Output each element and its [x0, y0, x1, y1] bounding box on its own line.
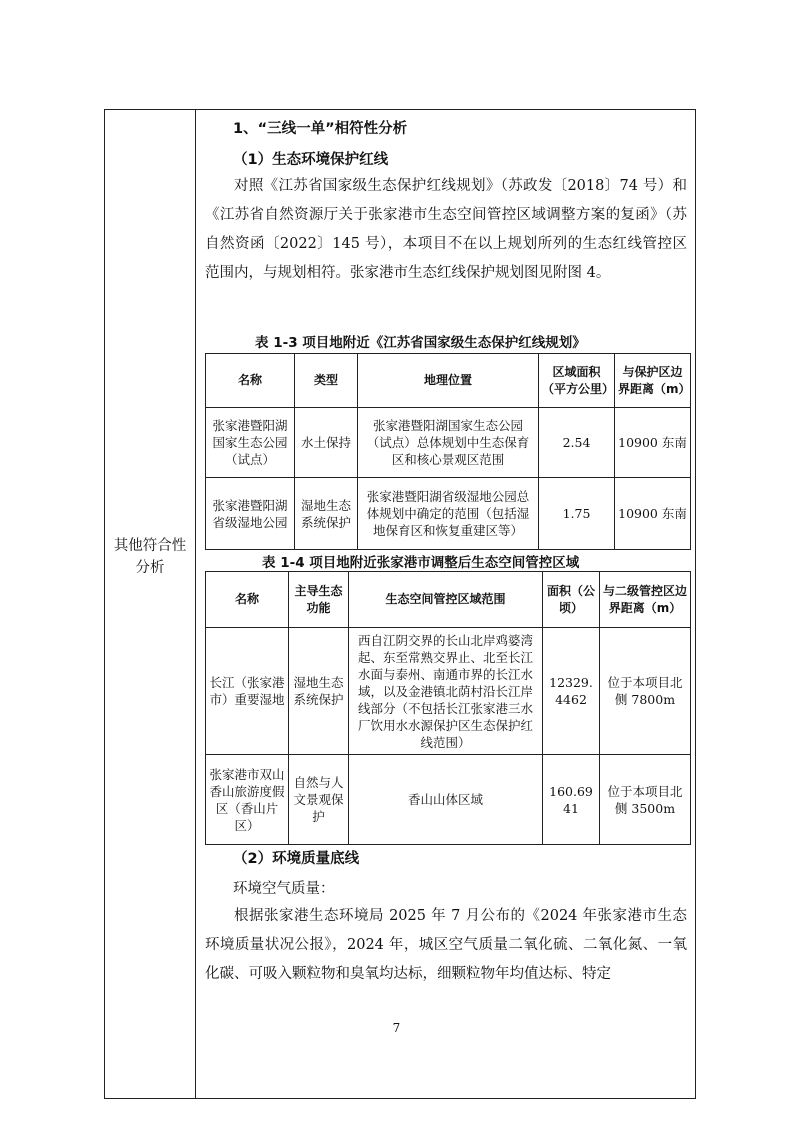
- table1-header: 类型: [295, 354, 358, 408]
- table-cell: 西自江阴交界的长山北岸鸡婆湾起、东至常熟交界止、北至长江水面与泰州、南通市界的长江水域，以及金港镇北荫村沿长江岸线部分（不包括长江张家港三水厂饮用水水源保护区生态保护红线范围）: [349, 628, 543, 755]
- table2-caption: 表 1-4 项目地附近张家港市调整后生态空间管控区域: [262, 555, 580, 571]
- table2-header: 主导生态功能: [289, 572, 349, 628]
- table-cell: 湿地生态系统保护: [289, 628, 349, 755]
- table1-header: 名称: [206, 354, 295, 408]
- table1-header-row: [206, 354, 691, 408]
- table2-header: 面积（公顷）: [543, 572, 600, 628]
- table-cell: 1.75: [539, 478, 615, 550]
- table-row: [206, 478, 691, 550]
- side-label: [104, 535, 196, 579]
- table-cell: 张家港暨阳湖国家生态公园（试点）: [206, 408, 295, 478]
- table-cell: 位于本项目北侧 7800m: [600, 628, 691, 755]
- table-cell: 长江（张家港市）重要湿地: [206, 628, 289, 755]
- table-cell: 160.6941: [543, 755, 600, 845]
- table1: [205, 353, 691, 550]
- table-cell: 湿地生态系统保护: [295, 478, 358, 550]
- table1-caption: 表 1-3 项目地附近《江苏省国家级生态保护红线规划》: [255, 335, 586, 351]
- table-cell: 2.54: [539, 408, 615, 478]
- table1-header: 区域面积（平方公里）: [539, 354, 615, 408]
- table-cell: 张家港暨阳湖省级湿地公园总体规划中确定的范围（包括湿地保育区和恢复重建区等）: [358, 478, 539, 550]
- table1-header: 地理位置: [358, 354, 539, 408]
- paragraph-1: 对照《江苏省国家级生态保护红线规划》（苏政发〔2018〕74 号）和《江苏省自然资源厅关于张家港市生态空间管控区域调整方案的复函》（苏自然资函〔2022〕145 号），本项目不在以上规划所列的生态红线管控区范围内，与规划相符。张家港市生态红线保护规划图见附图 4。: [205, 178, 687, 281]
- sub1-title: （1）生态环境保护红线: [233, 152, 389, 168]
- table-cell: 香山山体区域: [349, 755, 543, 845]
- table-cell: 10900 东南: [615, 478, 691, 550]
- table-cell: 10900 东南: [615, 408, 691, 478]
- side-label-line1: 其他符合性: [113, 538, 187, 554]
- table1-header: 与保护区边界距离（m）: [615, 354, 691, 408]
- page-number: 7: [392, 1021, 401, 1035]
- left-column: [104, 109, 196, 1099]
- table-cell: 位于本项目北侧 3500m: [600, 755, 691, 845]
- table-cell: 张家港市双山香山旅游度假区（香山片区）: [206, 755, 289, 845]
- table-cell: 自然与人文景观保护: [289, 755, 349, 845]
- table-row: [206, 755, 691, 845]
- table2-header: 生态空间管控区域范围: [349, 572, 543, 628]
- table2-header: 与二级管控区边界距离（m）: [600, 572, 691, 628]
- section-title: 1、“三线一单”相符性分析: [233, 121, 408, 137]
- table2-header: 名称: [206, 572, 289, 628]
- table-row: [206, 408, 691, 478]
- paragraph-2: 根据张家港生态环境局 2025 年 7 月公布的《2024 年张家港市生态环境质量状况公报》，2024 年，城区空气质量二氧化硫、二氧化氮、一氧化碳、可吸入颗粒物和臭氧均达标，细颗粒物年均值达标、特定: [205, 908, 687, 982]
- table-cell: 张家港暨阳湖国家生态公园（试点）总体规划中生态保育区和核心景观区范围: [358, 408, 539, 478]
- air-quality-label: 环境空气质量：: [233, 881, 335, 897]
- table-row: [206, 628, 691, 755]
- table2: [205, 571, 691, 845]
- sub2-title: （2）环境质量底线: [233, 851, 360, 867]
- table-cell: 水土保持: [295, 408, 358, 478]
- side-label-line2: 分析: [135, 560, 165, 576]
- table-cell: 张家港暨阳湖省级湿地公园: [206, 478, 295, 550]
- table-cell: 12329.4462: [543, 628, 600, 755]
- table2-header-row: [206, 572, 691, 628]
